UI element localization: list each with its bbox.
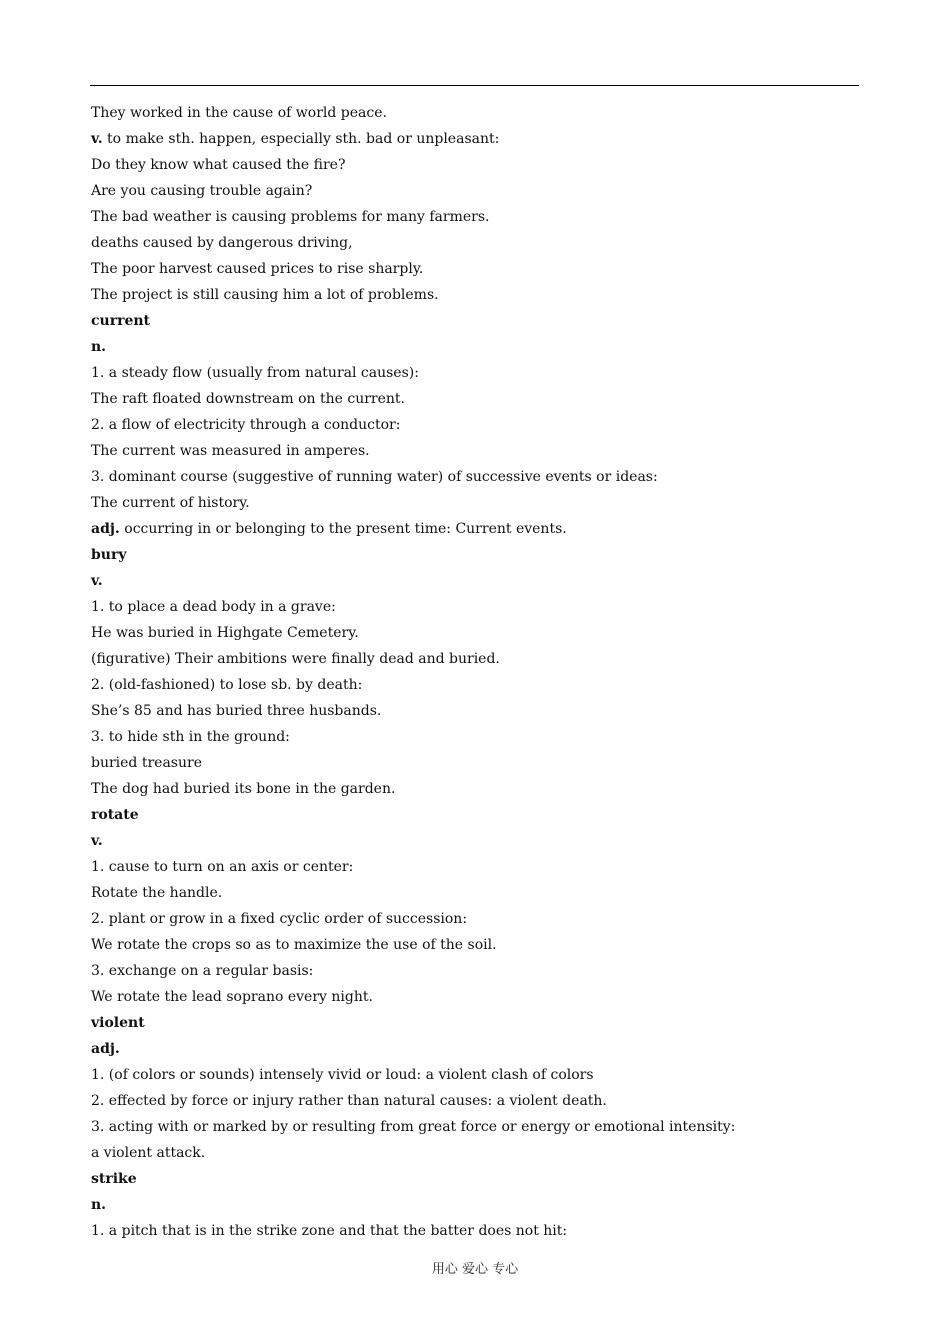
line-text: deaths caused by dangerous driving, <box>91 235 353 251</box>
text-line <box>91 178 871 204</box>
text-line <box>91 724 871 750</box>
line-text: occurring in or belonging to the present time: Current events. <box>119 521 567 537</box>
bold-term: adj. <box>91 1041 120 1057</box>
text-line <box>91 126 871 152</box>
header-rule <box>90 85 859 86</box>
line-text: 3. to hide sth in the ground: <box>91 729 290 745</box>
text-line <box>91 594 871 620</box>
text-line <box>91 490 871 516</box>
text-line <box>91 204 871 230</box>
text-line <box>91 672 871 698</box>
bold-term: v. <box>91 833 103 849</box>
line-text: The current of history. <box>91 495 250 511</box>
bold-term: bury <box>91 547 127 563</box>
text-line <box>91 1010 871 1036</box>
text-line <box>91 750 871 776</box>
text-line <box>91 1088 871 1114</box>
line-text: 3. exchange on a regular basis: <box>91 963 314 979</box>
text-line <box>91 542 871 568</box>
bold-term: n. <box>91 339 107 355</box>
line-text: 2. (old-fashioned) to lose sb. by death: <box>91 677 363 693</box>
text-line <box>91 516 871 542</box>
text-line <box>91 906 871 932</box>
line-text: He was buried in Highgate Cemetery. <box>91 625 359 641</box>
text-line <box>91 620 871 646</box>
text-line <box>91 386 871 412</box>
line-text: The raft floated downstream on the current. <box>91 391 405 407</box>
line-text: a violent attack. <box>91 1145 206 1161</box>
line-text: (figurative) Their ambitions were finally dead and buried. <box>91 651 500 667</box>
bold-term: current <box>91 313 151 329</box>
text-line <box>91 776 871 802</box>
bold-term: v. <box>91 573 103 589</box>
line-text: The project is still causing him a lot of problems. <box>91 287 439 303</box>
text-line <box>91 698 871 724</box>
line-text: The dog had buried its bone in the garden. <box>91 781 396 797</box>
line-text: Are you causing trouble again? <box>91 183 313 199</box>
text-line <box>91 334 871 360</box>
text-line <box>91 568 871 594</box>
line-text: They worked in the cause of world peace. <box>91 105 387 121</box>
bold-term: n. <box>91 1197 107 1213</box>
line-text: buried treasure <box>91 755 202 771</box>
line-text: We rotate the lead soprano every night. <box>91 989 373 1005</box>
text-line <box>91 100 871 126</box>
bold-term: adj. <box>91 521 120 537</box>
text-line <box>91 256 871 282</box>
document-body <box>91 100 871 1244</box>
bold-term: strike <box>91 1171 137 1187</box>
line-text: 1. cause to turn on an axis or center: <box>91 859 354 875</box>
text-line <box>91 152 871 178</box>
text-line <box>91 1114 871 1140</box>
text-line <box>91 1140 871 1166</box>
text-line <box>91 1218 871 1244</box>
text-line <box>91 1166 871 1192</box>
text-line <box>91 958 871 984</box>
line-text: 1. to place a dead body in a grave: <box>91 599 336 615</box>
line-text: 2. plant or grow in a fixed cyclic order of succession: <box>91 911 468 927</box>
line-text: 2. a flow of electricity through a conductor: <box>91 417 401 433</box>
line-text: 3. acting with or marked by or resulting from great force or energy or emotional intensity: <box>91 1119 736 1135</box>
text-line <box>91 1192 871 1218</box>
text-line <box>91 646 871 672</box>
text-line <box>91 854 871 880</box>
text-line <box>91 932 871 958</box>
text-line <box>91 1036 871 1062</box>
line-text: 1. a steady flow (usually from natural causes): <box>91 365 419 381</box>
text-line <box>91 802 871 828</box>
line-text: She’s 85 and has buried three husbands. <box>91 703 382 719</box>
line-text: The poor harvest caused prices to rise sharply. <box>91 261 424 277</box>
text-line <box>91 464 871 490</box>
text-line <box>91 360 871 386</box>
text-line <box>91 984 871 1010</box>
line-text: Rotate the handle. <box>91 885 223 901</box>
text-line <box>91 438 871 464</box>
line-text: The current was measured in amperes. <box>91 443 370 459</box>
text-line <box>91 230 871 256</box>
line-text: 2. effected by force or injury rather than natural causes: a violent death. <box>91 1093 607 1109</box>
text-line <box>91 412 871 438</box>
line-text: to make sth. happen, especially sth. bad or unpleasant: <box>102 131 500 147</box>
line-text: 1. (of colors or sounds) intensely vivid or loud: a violent clash of colors <box>91 1067 594 1083</box>
line-text: The bad weather is causing problems for many farmers. <box>91 209 490 225</box>
bold-term: violent <box>91 1015 145 1031</box>
bold-term: rotate <box>91 807 139 823</box>
text-line <box>91 828 871 854</box>
text-line <box>91 308 871 334</box>
text-line <box>91 880 871 906</box>
text-line <box>91 1062 871 1088</box>
line-text: 1. a pitch that is in the strike zone and that the batter does not hit: <box>91 1223 568 1239</box>
text-line <box>91 282 871 308</box>
line-text: Do they know what caused the fire? <box>91 157 346 173</box>
line-text: 3. dominant course (suggestive of running water) of successive events or ideas: <box>91 469 658 485</box>
line-text: We rotate the crops so as to maximize the use of the soil. <box>91 937 497 953</box>
bold-term: v. <box>91 131 103 147</box>
page-footer: 用心 爱心 专心 <box>431 1262 519 1277</box>
